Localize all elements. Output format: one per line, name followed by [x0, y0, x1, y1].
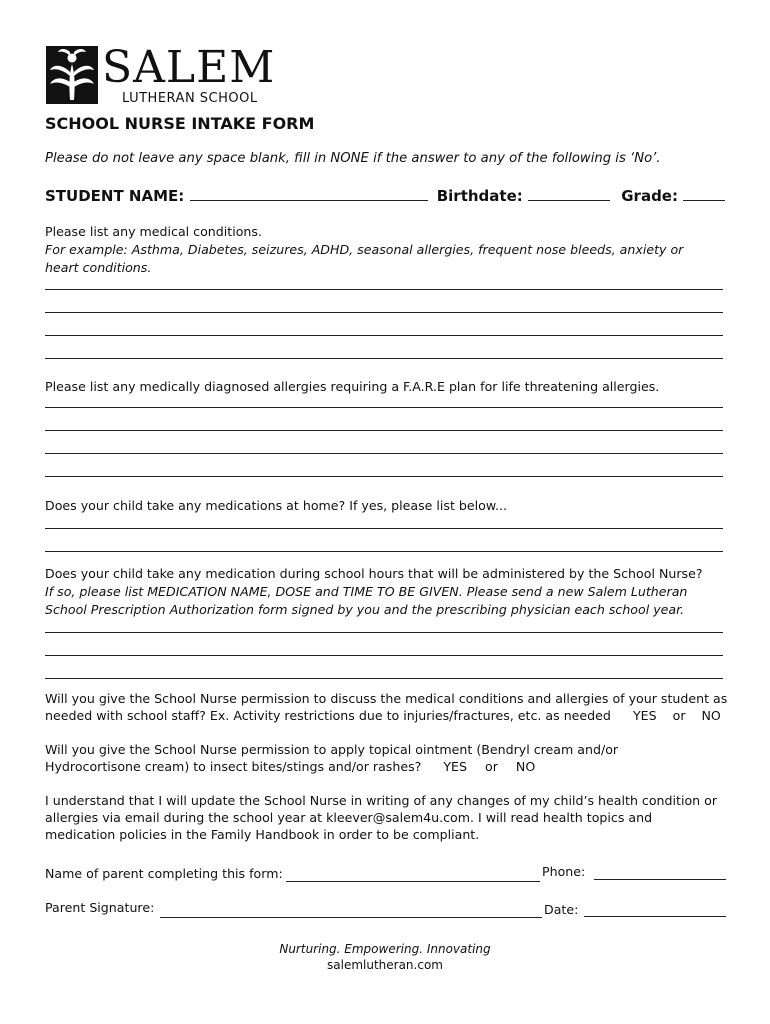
acknowledgement-text-1: I understand that I will update the School Nurse in writing of any changes of my child’s health condition or — [45, 793, 718, 808]
medical-conditions-example-2: heart conditions. — [45, 260, 152, 275]
allergies-line[interactable] — [45, 476, 723, 477]
phone-label: Phone: — [542, 864, 586, 879]
form-title: SCHOOL NURSE INTAKE FORM — [45, 114, 315, 133]
school-medications-note-2: School Prescription Authorization form signed by you and the prescribing physician each school year. — [45, 602, 685, 617]
medical-conditions-line[interactable] — [45, 358, 723, 359]
parent-signature-field[interactable] — [160, 917, 542, 918]
parent-name-label: Name of parent completing this form: — [45, 866, 283, 881]
date-label: Date: — [544, 902, 579, 917]
allergies-line[interactable] — [45, 453, 723, 454]
medical-conditions-line[interactable] — [45, 312, 723, 313]
school-medications-line[interactable] — [45, 678, 723, 679]
permission-discuss-row — [45, 707, 721, 724]
date-field[interactable] — [584, 916, 726, 917]
home-medications-line[interactable] — [45, 528, 723, 529]
permission-discuss-text-1: Will you give the School Nurse permission to discuss the medical conditions and allergies of your student as — [45, 691, 728, 706]
allergies-line[interactable] — [45, 430, 723, 431]
school-medications-note-1: If so, please list MEDICATION NAME, DOSE and TIME TO BE GIVEN. Please send a new Salem Lutheran — [45, 584, 688, 599]
footer-tagline: Nurturing. Empowering. Innovating — [279, 942, 491, 956]
school-name: SALEM — [102, 42, 276, 93]
medical-conditions-line[interactable] — [45, 289, 723, 290]
school-medications-line[interactable] — [45, 632, 723, 633]
school-subtitle: LUTHERAN SCHOOL — [122, 91, 258, 106]
medical-conditions-prompt: Please list any medical conditions. — [45, 224, 262, 239]
permission-topical-row — [45, 758, 535, 775]
form-instructions: Please do not leave any space blank, fill in NONE if the answer to any of the following is ‘No’. — [45, 151, 661, 166]
medical-conditions-example-1: For example: Asthma, Diabetes, seizures, ADHD, seasonal allergies, frequent nose bleeds, anxiety or — [45, 242, 684, 257]
school-medications-prompt: Does your child take any medication during school hours that will be administered by the School Nurse? — [45, 566, 703, 581]
parent-name-field[interactable] — [286, 881, 540, 882]
permission-discuss-or: or — [672, 708, 686, 723]
permission-topical-text-1: Will you give the School Nurse permission to apply topical ointment (Bendryl cream and/or — [45, 742, 619, 757]
acknowledgement-text-2: allergies via email during the school year at kleever@salem4u.com. I will read health topics and — [45, 810, 653, 825]
grade-label: Grade: — [621, 187, 678, 205]
student-name-field[interactable] — [190, 186, 428, 201]
phone-field[interactable] — [594, 879, 726, 880]
student-name-label: STUDENT NAME: — [45, 187, 185, 205]
permission-topical-text-2: Hydrocortisone cream) to insect bites/stings and/or rashes? — [45, 759, 422, 774]
permission-topical-yes-option[interactable]: YES — [443, 759, 467, 774]
acknowledgement-text-3: medication policies in the Family Handbook in order to be compliant. — [45, 827, 480, 842]
permission-discuss-text-2: needed with school staff? Ex. Activity restrictions due to injuries/fractures, etc. as needed — [45, 708, 611, 723]
medical-conditions-line[interactable] — [45, 335, 723, 336]
allergies-prompt: Please list any medically diagnosed allergies requiring a F.A.R.E plan for life threatening allergies. — [45, 379, 660, 394]
school-logo — [44, 44, 274, 110]
student-info-row — [45, 186, 725, 206]
tree-emblem-icon — [44, 44, 100, 106]
parent-signature-label: Parent Signature: — [45, 900, 155, 915]
school-medications-line[interactable] — [45, 655, 723, 656]
birthdate-field[interactable] — [528, 186, 610, 201]
permission-discuss-yes-option[interactable]: YES — [632, 708, 657, 723]
allergies-line[interactable] — [45, 407, 723, 408]
footer-website[interactable]: salemlutheran.com — [327, 958, 443, 972]
home-medications-prompt: Does your child take any medications at home? If yes, please list below... — [45, 498, 508, 513]
permission-topical-no-option[interactable]: NO — [515, 759, 536, 774]
birthdate-label: Birthdate: — [436, 187, 523, 205]
home-medications-line[interactable] — [45, 551, 723, 552]
grade-field[interactable] — [683, 186, 725, 201]
permission-topical-or: or — [485, 759, 498, 774]
permission-discuss-no-option[interactable]: NO — [701, 708, 721, 723]
